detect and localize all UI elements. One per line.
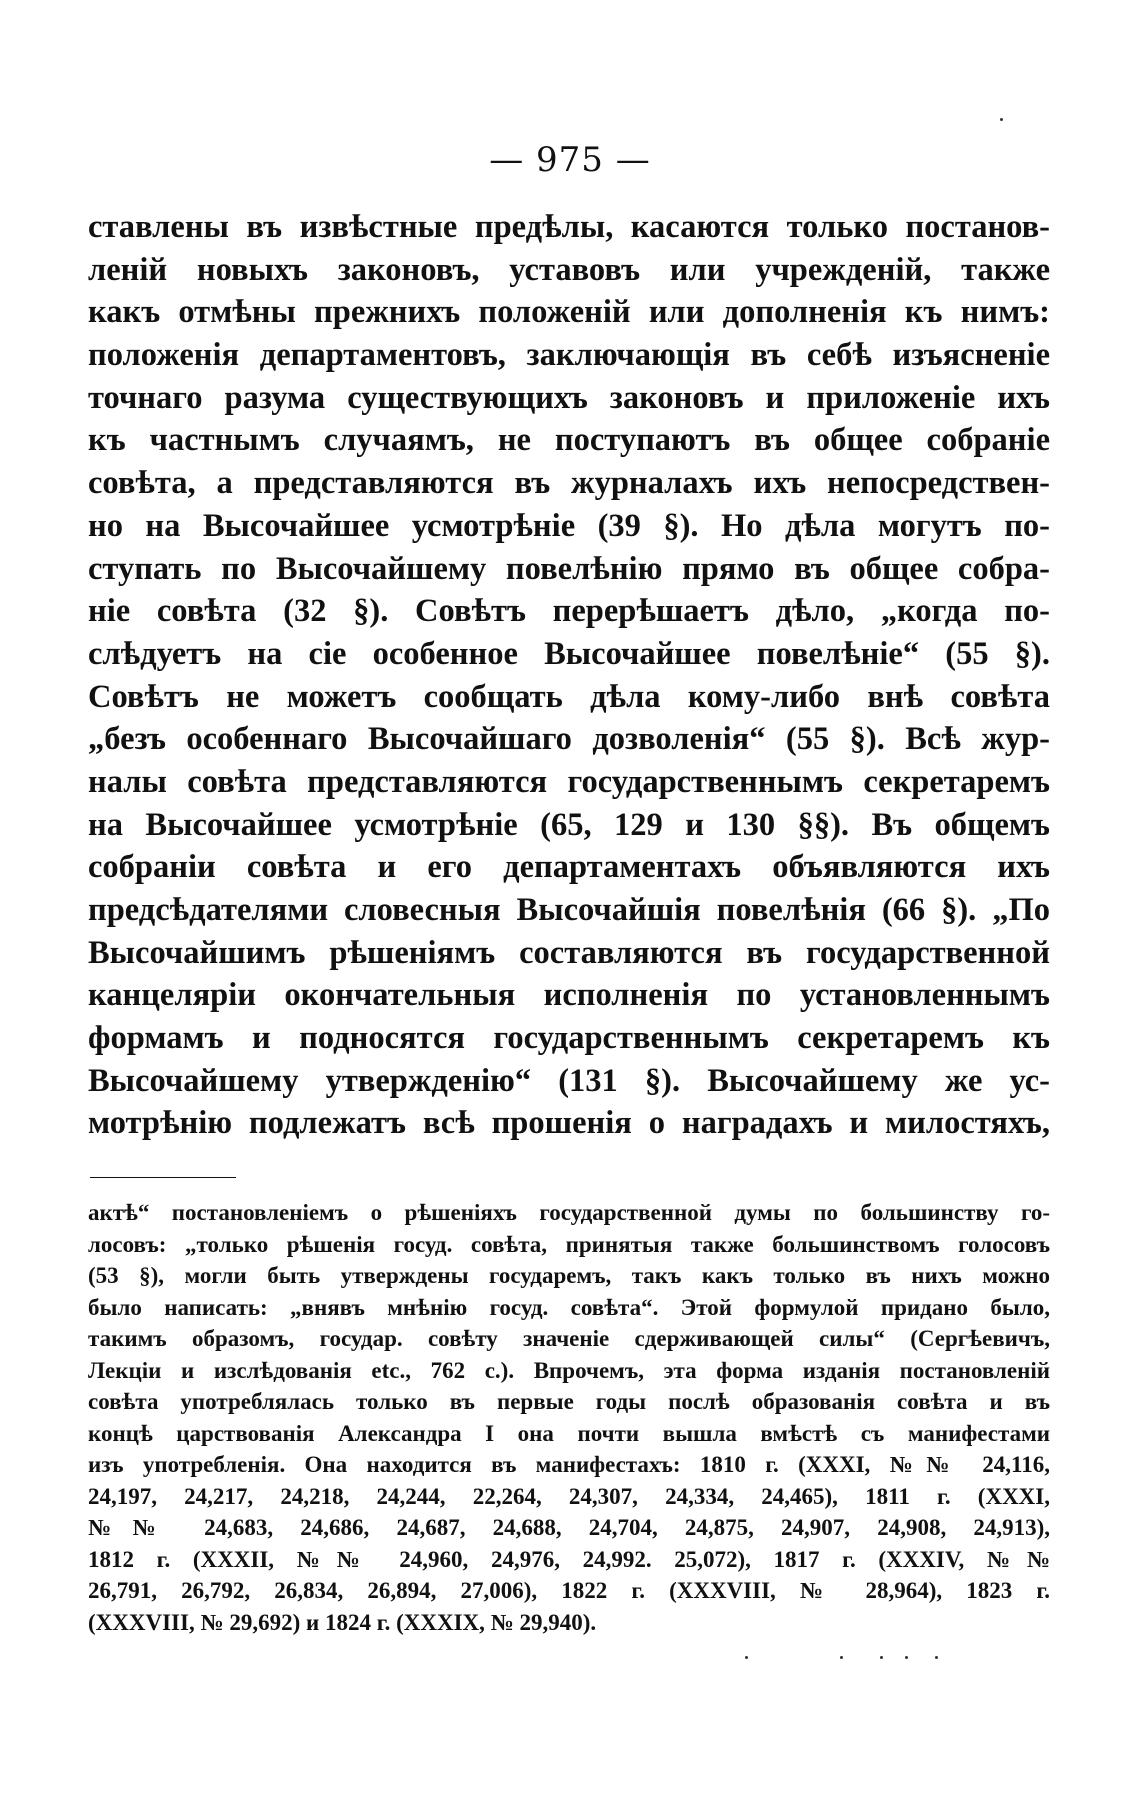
footnote-line: концѣ царствованія Александра I она почти вышла вмѣстѣ съ манифестами [88, 1420, 1050, 1446]
scan-speck [745, 1656, 748, 1659]
scan-speck [1000, 118, 1003, 121]
body-line: точнаго разума существующихъ законовъ и приложеніе ихъ [88, 379, 1050, 416]
footnote-line: было написать: „внявъ мнѣнію госуд. совѣта“. Этой формулой придано было, [88, 1294, 1050, 1320]
body-line: какъ отмѣны прежнихъ положеній или дополненія къ нимъ: [88, 294, 1050, 331]
footnote-line: 1812 г. (XXXII, №№ 24,960, 24,976, 24,992. 25,072), 1817 г. (XXXIV, №№ [88, 1546, 1050, 1572]
body-line: совѣта, а представляются въ журналахъ ихъ непосредствен- [88, 465, 1050, 502]
body-line: „безъ особеннаго Высочайшаго дозволенія“ (55 §). Всѣ жур- [88, 721, 1050, 758]
footnote-line: №№ 24,683, 24,686, 24,687, 24,688, 24,704, 24,875, 24,907, 24,908, 24,913), [88, 1515, 1050, 1540]
body-line: Совѣтъ не можетъ сообщать дѣла кому-либо внѣ совѣта [88, 678, 1050, 715]
scan-speck [935, 1656, 938, 1659]
body-line: къ частнымъ случаямъ, не поступаютъ въ общее собраніе [88, 422, 1050, 459]
body-line: Высочайшему утвержденію“ (131 §). Высочайшему же ус- [88, 1062, 1050, 1099]
body-line: формамъ и подносятся государственнымъ секретаремъ къ [88, 1020, 1050, 1057]
body-line: предсѣдателями словесныя Высочайшія повелѣнія (66 §). „По [88, 892, 1050, 928]
body-line: ступать по Высочайшему повелѣнію прямо въ общее собра- [88, 550, 1050, 587]
footnote-line: Лекціи и изслѣдованія etc., 762 с.). Впрочемъ, эта форма изданія постановленій [88, 1357, 1050, 1383]
body-line: ставлены въ извѣстные предѣлы, касаются только постанов- [88, 209, 1050, 245]
scan-speck [840, 1656, 843, 1659]
body-line: ніе совѣта (32 §). Совѣтъ перерѣшаетъ дѣло, „когда по- [88, 593, 1050, 630]
page-number: — 975 — [489, 140, 651, 180]
body-line: Высочайшимъ рѣшеніямъ составляются въ государственной [88, 934, 1050, 971]
footnote-line: совѣта употреблялась только въ первые годы послѣ образованія совѣта и въ [88, 1389, 1050, 1414]
body-line: канцеляріи окончательныя исполненія по установленнымъ [88, 977, 1050, 1014]
footnote-line: (XXXVIII, № 29,692) и 1824 г. (XXXIX, № 29,940). [88, 1609, 597, 1635]
footnote-line: изъ употребленія. Она находится въ манифестахъ: 1810 г. (XXXI, №№ 24,116, [88, 1452, 1050, 1477]
footnote-line: лосовъ: „только рѣшенія госуд. совѣта, принятыя также большинствомъ голосовъ [88, 1231, 1050, 1257]
footnote-line: (53 §), могли быть утверждены государемъ, такъ какъ только въ нихъ можно [88, 1263, 1050, 1288]
body-line: на Высочайшее усмотрѣніе (65, 129 и 130 §§). Въ общемъ [88, 806, 1050, 843]
body-line: леній новыхъ законовъ, уставовъ или учрежденій, также [88, 251, 1050, 288]
scan-speck [905, 1656, 908, 1659]
body-line: налы совѣта представляются государственнымъ секретаремъ [88, 763, 1050, 800]
body-line: мотрѣнію подлежатъ всѣ прошенія о наградахъ и милостяхъ, [88, 1105, 1050, 1142]
footnote-line: такимъ образомъ, госудаp. совѣту значеніе сдерживающей силы“ (Сергѣевичъ, [88, 1326, 1050, 1351]
footnote-line: 24,197, 24,217, 24,218, 24,244, 22,264, 24,307, 24,334, 24,465), 1811 г. (XXXI, [88, 1483, 1050, 1509]
body-line: слѣдуетъ на сіе особенное Высочайшее повелѣніе“ (55 §). [88, 635, 1050, 672]
body-text [88, 206, 1050, 1145]
body-line: но на Высочайшее усмотрѣніе (39 §). Но дѣла могутъ по- [88, 507, 1050, 544]
body-line: собраніи совѣта и его департаментахъ объявляются ихъ [88, 849, 1050, 886]
footnote-line: 26,791, 26,792, 26,834, 26,894, 27,006), 1822 г. (XXXVIII, № 28,964), 1823 г. [88, 1578, 1050, 1603]
footnote-line: актѣ“ постановленіемъ о рѣшеніяхъ государственной думы по большинству го- [88, 1200, 1050, 1225]
scan-speck [880, 1656, 883, 1659]
footnote-divider [90, 1177, 236, 1178]
footnote [88, 1197, 1050, 1638]
body-line: положенія департаментовъ, заключающія въ себѣ изъясненіе [88, 337, 1050, 374]
